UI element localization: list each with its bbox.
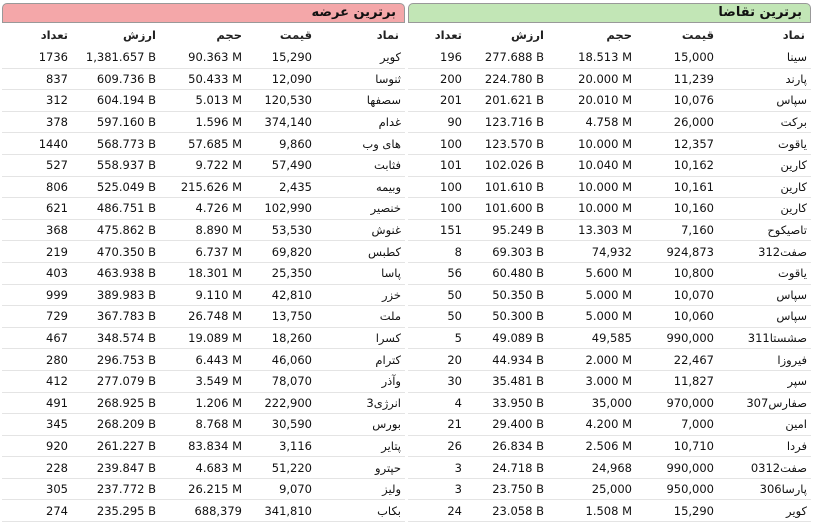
cell-symbol: تاصیکوح bbox=[718, 219, 811, 241]
cell-value: 49.089 B bbox=[466, 327, 548, 349]
cell-value: 277.688 B bbox=[466, 47, 548, 68]
cell-price: 7,000 bbox=[636, 414, 718, 436]
cell-symbol: سپر bbox=[718, 370, 811, 392]
cell-value: 261.227 B bbox=[72, 435, 160, 457]
table-row[interactable] bbox=[408, 306, 811, 328]
cell-value: 50.300 B bbox=[466, 306, 548, 328]
table-row[interactable] bbox=[2, 90, 405, 112]
cell-price: 26,000 bbox=[636, 111, 718, 133]
cell-symbol: پاسا bbox=[316, 262, 405, 284]
col-value-header[interactable]: ارزش bbox=[122, 28, 156, 42]
cell-symbol: پتایر bbox=[316, 435, 405, 457]
cell-volume: 13.303 M bbox=[548, 219, 636, 241]
cell-count: 621 bbox=[2, 198, 72, 220]
cell-count: 345 bbox=[2, 414, 72, 436]
cell-price: 7,160 bbox=[636, 219, 718, 241]
cell-value: 568.773 B bbox=[72, 133, 160, 155]
cell-value: 268.925 B bbox=[72, 392, 160, 414]
cell-volume: 4.683 M bbox=[160, 457, 246, 479]
cell-price: 12,357 bbox=[636, 133, 718, 155]
cell-price: 990,000 bbox=[636, 457, 718, 479]
cell-volume: 10.000 M bbox=[548, 133, 636, 155]
cell-price: 10,160 bbox=[636, 198, 718, 220]
cell-symbol: کارین bbox=[718, 198, 811, 220]
cell-value: 367.783 B bbox=[72, 306, 160, 328]
cell-value: 486.751 B bbox=[72, 198, 160, 220]
cell-symbol: صشستا311 bbox=[718, 327, 811, 349]
table-row[interactable] bbox=[2, 349, 405, 371]
top-demand-rows bbox=[408, 47, 811, 522]
cell-value: 24.718 B bbox=[466, 457, 548, 479]
cell-symbol: پارند bbox=[718, 68, 811, 90]
cell-volume: 6.443 M bbox=[160, 349, 246, 371]
cell-count: 3 bbox=[408, 457, 466, 479]
table-row[interactable] bbox=[2, 241, 405, 263]
cell-count: 274 bbox=[2, 500, 72, 522]
col-symbol-header[interactable]: نماد bbox=[376, 28, 399, 42]
cell-price: 69,820 bbox=[246, 241, 316, 263]
cell-volume: 8.890 M bbox=[160, 219, 246, 241]
cell-volume: 1.596 M bbox=[160, 111, 246, 133]
cell-symbol: وبیمه bbox=[316, 176, 405, 198]
cell-count: 100 bbox=[408, 198, 466, 220]
top-supply-rows bbox=[2, 47, 405, 522]
col-price-header[interactable]: قیمت bbox=[279, 28, 312, 42]
cell-symbol: کترام bbox=[316, 349, 405, 371]
cell-price: 9,070 bbox=[246, 478, 316, 500]
table-row[interactable] bbox=[2, 435, 405, 457]
cell-price: 3,116 bbox=[246, 435, 316, 457]
cell-value: 558.937 B bbox=[72, 154, 160, 176]
cell-count: 1736 bbox=[2, 47, 72, 68]
cell-count: 403 bbox=[2, 262, 72, 284]
table-row[interactable] bbox=[2, 198, 405, 220]
cell-price: 25,350 bbox=[246, 262, 316, 284]
cell-symbol: برکت bbox=[718, 111, 811, 133]
cell-price: 78,070 bbox=[246, 370, 316, 392]
cell-symbol: صفت0312 bbox=[718, 457, 811, 479]
cell-price: 9,860 bbox=[246, 133, 316, 155]
cell-price: 12,090 bbox=[246, 68, 316, 90]
cell-symbol: فردا bbox=[718, 435, 811, 457]
cell-volume: 10.040 M bbox=[548, 154, 636, 176]
cell-count: 280 bbox=[2, 349, 72, 371]
table-row[interactable] bbox=[408, 414, 811, 436]
cell-price: 15,290 bbox=[636, 500, 718, 522]
table-header-row bbox=[408, 23, 811, 47]
cell-count: 26 bbox=[408, 435, 466, 457]
top-supply-panel bbox=[2, 3, 405, 522]
cell-price: 924,873 bbox=[636, 241, 718, 263]
cell-volume: 10.000 M bbox=[548, 198, 636, 220]
cell-symbol: سپاس bbox=[718, 284, 811, 306]
cell-price: 222,900 bbox=[246, 392, 316, 414]
cell-count: 837 bbox=[2, 68, 72, 90]
cell-price: 10,800 bbox=[636, 262, 718, 284]
table-row[interactable] bbox=[408, 133, 811, 155]
table-row[interactable] bbox=[408, 111, 811, 133]
cell-price: 15,000 bbox=[636, 47, 718, 68]
cell-value: 235.295 B bbox=[72, 500, 160, 522]
top-demand-panel bbox=[408, 3, 811, 522]
cell-value: 277.079 B bbox=[72, 370, 160, 392]
cell-symbol: سپاس bbox=[718, 306, 811, 328]
cell-count: 729 bbox=[2, 306, 72, 328]
col-value-header[interactable]: ارزش bbox=[510, 28, 544, 42]
cell-price: 990,000 bbox=[636, 327, 718, 349]
table-row[interactable] bbox=[408, 90, 811, 112]
cell-symbol: انرژی3 bbox=[316, 392, 405, 414]
table-row[interactable] bbox=[408, 176, 811, 198]
table-row[interactable] bbox=[2, 47, 405, 68]
cell-value: 95.249 B bbox=[466, 219, 548, 241]
cell-volume: 20.000 M bbox=[548, 68, 636, 90]
cell-count: 50 bbox=[408, 306, 466, 328]
cell-value: 224.780 B bbox=[466, 68, 548, 90]
cell-count: 100 bbox=[408, 176, 466, 198]
cell-volume: 3.549 M bbox=[160, 370, 246, 392]
cell-value: 33.950 B bbox=[466, 392, 548, 414]
cell-volume: 50.433 M bbox=[160, 68, 246, 90]
cell-volume: 215.626 M bbox=[160, 176, 246, 198]
cell-volume: 4.726 M bbox=[160, 198, 246, 220]
cell-value: 201.621 B bbox=[466, 90, 548, 112]
table-row[interactable] bbox=[408, 370, 811, 392]
cell-count: 527 bbox=[2, 154, 72, 176]
table-row[interactable] bbox=[408, 457, 811, 479]
col-count-header[interactable]: تعداد bbox=[434, 28, 462, 42]
cell-symbol: صفارس307 bbox=[718, 392, 811, 414]
cell-price: 950,000 bbox=[636, 478, 718, 500]
cell-value: 123.570 B bbox=[466, 133, 548, 155]
cell-value: 69.303 B bbox=[466, 241, 548, 263]
cell-value: 597.160 B bbox=[72, 111, 160, 133]
cell-count: 4 bbox=[408, 392, 466, 414]
table-row[interactable] bbox=[408, 435, 811, 457]
cell-count: 151 bbox=[408, 219, 466, 241]
cell-value: 50.350 B bbox=[466, 284, 548, 306]
cell-value: 237.772 B bbox=[72, 478, 160, 500]
cell-value: 60.480 B bbox=[466, 262, 548, 284]
cell-value: 1,381.657 B bbox=[72, 47, 160, 68]
cell-symbol: یاقوت bbox=[718, 133, 811, 155]
table-row[interactable] bbox=[408, 349, 811, 371]
cell-volume: 49,585 bbox=[548, 327, 636, 349]
cell-symbol: کطبس bbox=[316, 241, 405, 263]
cell-symbol: سینا bbox=[718, 47, 811, 68]
cell-count: 8 bbox=[408, 241, 466, 263]
cell-count: 50 bbox=[408, 284, 466, 306]
top-supply-title: برترین عرضه bbox=[2, 3, 405, 23]
cell-volume: 57.685 M bbox=[160, 133, 246, 155]
table-row[interactable] bbox=[2, 500, 405, 522]
table-row[interactable] bbox=[2, 133, 405, 155]
cell-volume: 2.506 M bbox=[548, 435, 636, 457]
cell-value: 609.736 B bbox=[72, 68, 160, 90]
cell-count: 24 bbox=[408, 500, 466, 522]
table-row[interactable] bbox=[2, 306, 405, 328]
top-demand-table bbox=[408, 23, 811, 522]
cell-volume: 83.834 M bbox=[160, 435, 246, 457]
col-price-header[interactable]: قیمت bbox=[681, 28, 714, 42]
table-row[interactable] bbox=[408, 68, 811, 90]
cell-price: 10,161 bbox=[636, 176, 718, 198]
cell-count: 368 bbox=[2, 219, 72, 241]
table-row[interactable] bbox=[408, 327, 811, 349]
table-row[interactable] bbox=[2, 219, 405, 241]
top-demand-title: برترین تقاضا bbox=[408, 3, 811, 23]
col-volume-header[interactable]: حجم bbox=[606, 28, 632, 42]
cell-volume: 5.013 M bbox=[160, 90, 246, 112]
cell-volume: 10.000 M bbox=[548, 176, 636, 198]
cell-count: 5 bbox=[408, 327, 466, 349]
cell-volume: 5.600 M bbox=[548, 262, 636, 284]
col-volume-header[interactable]: حجم bbox=[216, 28, 242, 42]
cell-symbol: خنصیر bbox=[316, 198, 405, 220]
cell-count: 21 bbox=[408, 414, 466, 436]
cell-count: 56 bbox=[408, 262, 466, 284]
cell-volume: 74,932 bbox=[548, 241, 636, 263]
cell-volume: 35,000 bbox=[548, 392, 636, 414]
cell-symbol: خزر bbox=[316, 284, 405, 306]
table-row[interactable] bbox=[408, 47, 811, 68]
cell-symbol: وآذر bbox=[316, 370, 405, 392]
cell-count: 201 bbox=[408, 90, 466, 112]
cell-symbol: بکاب bbox=[316, 500, 405, 522]
cell-value: 23.058 B bbox=[466, 500, 548, 522]
cell-symbol: غنوش bbox=[316, 219, 405, 241]
cell-price: 341,810 bbox=[246, 500, 316, 522]
cell-volume: 688,379 bbox=[160, 500, 246, 522]
cell-price: 30,590 bbox=[246, 414, 316, 436]
cell-symbol: ملت bbox=[316, 306, 405, 328]
cell-count: 90 bbox=[408, 111, 466, 133]
cell-price: 18,260 bbox=[246, 327, 316, 349]
cell-symbol: امین bbox=[718, 414, 811, 436]
cell-price: 15,290 bbox=[246, 47, 316, 68]
cell-symbol: کویر bbox=[316, 47, 405, 68]
cell-volume: 5.000 M bbox=[548, 306, 636, 328]
cell-symbol: ولیز bbox=[316, 478, 405, 500]
cell-price: 11,239 bbox=[636, 68, 718, 90]
table-row[interactable] bbox=[2, 392, 405, 414]
cell-volume: 9.110 M bbox=[160, 284, 246, 306]
table-row[interactable] bbox=[408, 262, 811, 284]
cell-price: 57,490 bbox=[246, 154, 316, 176]
table-row[interactable] bbox=[2, 370, 405, 392]
cell-price: 13,750 bbox=[246, 306, 316, 328]
cell-symbol: بورس bbox=[316, 414, 405, 436]
cell-price: 970,000 bbox=[636, 392, 718, 414]
cell-price: 2,435 bbox=[246, 176, 316, 198]
cell-symbol: صفت312 bbox=[718, 241, 811, 263]
table-row[interactable] bbox=[2, 457, 405, 479]
table-row[interactable] bbox=[2, 262, 405, 284]
cell-price: 10,162 bbox=[636, 154, 718, 176]
cell-count: 20 bbox=[408, 349, 466, 371]
cell-volume: 20.010 M bbox=[548, 90, 636, 112]
table-row[interactable] bbox=[408, 241, 811, 263]
cell-count: 1440 bbox=[2, 133, 72, 155]
cell-value: 296.753 B bbox=[72, 349, 160, 371]
table-row[interactable] bbox=[408, 500, 811, 522]
cell-price: 10,060 bbox=[636, 306, 718, 328]
table-row[interactable] bbox=[408, 219, 811, 241]
cell-symbol: سصفها bbox=[316, 90, 405, 112]
cell-value: 26.834 B bbox=[466, 435, 548, 457]
cell-value: 102.026 B bbox=[466, 154, 548, 176]
cell-symbol: کویر bbox=[718, 500, 811, 522]
cell-volume: 4.758 M bbox=[548, 111, 636, 133]
cell-count: 999 bbox=[2, 284, 72, 306]
table-row[interactable] bbox=[2, 414, 405, 436]
cell-price: 51,220 bbox=[246, 457, 316, 479]
cell-volume: 8.768 M bbox=[160, 414, 246, 436]
cell-symbol: غدام bbox=[316, 111, 405, 133]
cell-symbol: ثنوسا bbox=[316, 68, 405, 90]
cell-value: 389.983 B bbox=[72, 284, 160, 306]
cell-count: 196 bbox=[408, 47, 466, 68]
cell-price: 10,710 bbox=[636, 435, 718, 457]
cell-value: 525.049 B bbox=[72, 176, 160, 198]
table-header-row bbox=[2, 23, 405, 47]
cell-value: 348.574 B bbox=[72, 327, 160, 349]
cell-count: 30 bbox=[408, 370, 466, 392]
cell-value: 463.938 B bbox=[72, 262, 160, 284]
cell-price: 374,140 bbox=[246, 111, 316, 133]
table-row[interactable] bbox=[408, 154, 811, 176]
cell-count: 412 bbox=[2, 370, 72, 392]
cell-volume: 1.508 M bbox=[548, 500, 636, 522]
cell-volume: 1.206 M bbox=[160, 392, 246, 414]
cell-symbol: کارین bbox=[718, 154, 811, 176]
cell-price: 22,467 bbox=[636, 349, 718, 371]
cell-volume: 5.000 M bbox=[548, 284, 636, 306]
cell-volume: 90.363 M bbox=[160, 47, 246, 68]
cell-count: 467 bbox=[2, 327, 72, 349]
cell-count: 312 bbox=[2, 90, 72, 112]
table-row[interactable] bbox=[2, 68, 405, 90]
cell-price: 120,530 bbox=[246, 90, 316, 112]
cell-price: 46,060 bbox=[246, 349, 316, 371]
table-row[interactable] bbox=[408, 198, 811, 220]
cell-count: 305 bbox=[2, 478, 72, 500]
cell-count: 228 bbox=[2, 457, 72, 479]
cell-value: 44.934 B bbox=[466, 349, 548, 371]
table-row[interactable] bbox=[408, 392, 811, 414]
cell-volume: 18.513 M bbox=[548, 47, 636, 68]
cell-volume: 25,000 bbox=[548, 478, 636, 500]
cell-count: 806 bbox=[2, 176, 72, 198]
cell-value: 239.847 B bbox=[72, 457, 160, 479]
table-row[interactable] bbox=[2, 111, 405, 133]
cell-volume: 24,968 bbox=[548, 457, 636, 479]
cell-count: 100 bbox=[408, 133, 466, 155]
cell-price: 10,070 bbox=[636, 284, 718, 306]
cell-value: 23.750 B bbox=[466, 478, 548, 500]
cell-count: 219 bbox=[2, 241, 72, 263]
cell-volume: 2.000 M bbox=[548, 349, 636, 371]
cell-price: 10,076 bbox=[636, 90, 718, 112]
cell-value: 101.600 B bbox=[466, 198, 548, 220]
cell-price: 11,827 bbox=[636, 370, 718, 392]
table-row[interactable] bbox=[2, 478, 405, 500]
cell-volume: 19.089 M bbox=[160, 327, 246, 349]
cell-symbol: کسرا bbox=[316, 327, 405, 349]
cell-symbol: کارین bbox=[718, 176, 811, 198]
cell-symbol: فثابت bbox=[316, 154, 405, 176]
cell-value: 604.194 B bbox=[72, 90, 160, 112]
table-row[interactable] bbox=[2, 154, 405, 176]
table-row[interactable] bbox=[408, 478, 811, 500]
cell-volume: 26.215 M bbox=[160, 478, 246, 500]
cell-value: 470.350 B bbox=[72, 241, 160, 263]
cell-count: 491 bbox=[2, 392, 72, 414]
cell-value: 475.862 B bbox=[72, 219, 160, 241]
cell-count: 101 bbox=[408, 154, 466, 176]
cell-value: 35.481 B bbox=[466, 370, 548, 392]
cell-value: 268.209 B bbox=[72, 414, 160, 436]
table-row[interactable] bbox=[408, 284, 811, 306]
cell-symbol: فیروزا bbox=[718, 349, 811, 371]
cell-volume: 6.737 M bbox=[160, 241, 246, 263]
cell-price: 53,530 bbox=[246, 219, 316, 241]
col-symbol-header[interactable]: نماد bbox=[782, 28, 805, 42]
table-row[interactable] bbox=[2, 284, 405, 306]
cell-symbol: یاقوت bbox=[718, 262, 811, 284]
cell-volume: 9.722 M bbox=[160, 154, 246, 176]
cell-symbol: پارسا306 bbox=[718, 478, 811, 500]
cell-volume: 3.000 M bbox=[548, 370, 636, 392]
cell-count: 3 bbox=[408, 478, 466, 500]
col-count-header[interactable]: تعداد bbox=[40, 28, 68, 42]
cell-price: 42,810 bbox=[246, 284, 316, 306]
cell-symbol: حپترو bbox=[316, 457, 405, 479]
cell-count: 920 bbox=[2, 435, 72, 457]
cell-count: 200 bbox=[408, 68, 466, 90]
cell-symbol: سپاس bbox=[718, 90, 811, 112]
cell-price: 102,990 bbox=[246, 198, 316, 220]
cell-value: 123.716 B bbox=[466, 111, 548, 133]
top-supply-table bbox=[2, 23, 405, 522]
cell-volume: 26.748 M bbox=[160, 306, 246, 328]
cell-value: 101.610 B bbox=[466, 176, 548, 198]
table-row[interactable] bbox=[2, 327, 405, 349]
table-row[interactable] bbox=[2, 176, 405, 198]
cell-count: 378 bbox=[2, 111, 72, 133]
cell-volume: 18.301 M bbox=[160, 262, 246, 284]
cell-symbol: های وب bbox=[316, 133, 405, 155]
cell-value: 29.400 B bbox=[466, 414, 548, 436]
cell-volume: 4.200 M bbox=[548, 414, 636, 436]
